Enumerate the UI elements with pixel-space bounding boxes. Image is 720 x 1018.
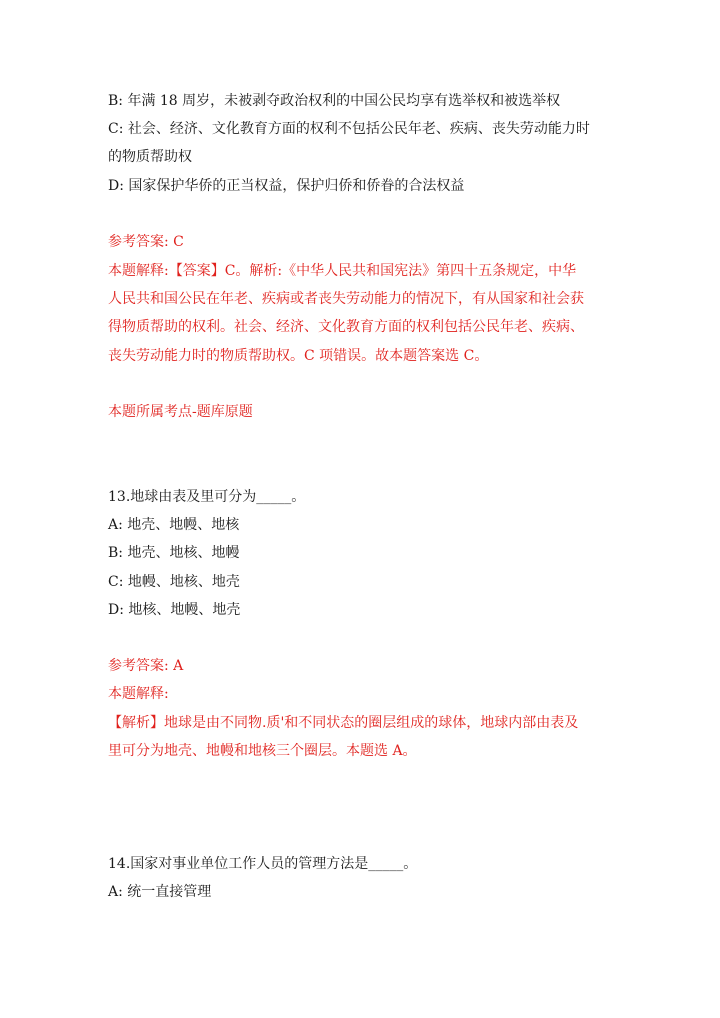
q12-option-c-line2: 的物质帮助权 [108, 149, 192, 165]
q12-explanation-line3: 得物质帮助的权利。社会、经济、文化教育方面的权利包括公民年老、疾病、 [108, 319, 584, 335]
q13-question: 13.地球由表及里可分为_____。 [108, 489, 306, 505]
q12-option-b: B: 年满 18 周岁，未被剥夺政治权利的中国公民均享有选举权和被选举权 [108, 93, 561, 109]
q13-explanation-label: 本题解释: [108, 686, 169, 702]
q13-answer: 参考答案: A [108, 658, 184, 674]
q12-explanation-line1: 本题解释:【答案】C。解析:《中华人民共和国宪法》第四十五条规定，中华 [108, 263, 577, 279]
q13-explanation-line2: 里可分为地壳、地幔和地核三个圈层。本题选 A。 [108, 743, 417, 759]
q12-explanation-line4: 丧失劳动能力时的物质帮助权。C 项错误。故本题答案选 C。 [108, 348, 489, 364]
q13-option-b: B: 地壳、地核、地幔 [108, 545, 240, 561]
q13-option-d: D: 地核、地幔、地壳 [108, 602, 241, 618]
q13-option-a: A: 地壳、地幔、地核 [108, 517, 240, 533]
q12-option-c-line1: C: 社会、经济、文化教育方面的权利不包括公民年老、疾病、丧失劳动能力时 [108, 121, 590, 137]
q14-question: 14.国家对事业单位工作人员的管理方法是_____。 [108, 856, 418, 872]
q12-explanation-line2: 人民共和国公民在年老、疾病或者丧失劳动能力的情况下，有从国家和社会获 [108, 291, 584, 307]
q13-explanation-line1: 【解析】地球是由不同物.质'和不同状态的圈层组成的球体，地球内部由表及 [108, 715, 579, 731]
q12-category: 本题所属考点-题库原题 [108, 404, 253, 420]
q14-option-a: A: 统一直接管理 [108, 884, 212, 900]
q13-option-c: C: 地幔、地核、地壳 [108, 574, 240, 590]
q12-answer: 参考答案: C [108, 234, 184, 250]
q12-option-d: D: 国家保护华侨的正当权益，保护归侨和侨眷的合法权益 [108, 178, 465, 194]
